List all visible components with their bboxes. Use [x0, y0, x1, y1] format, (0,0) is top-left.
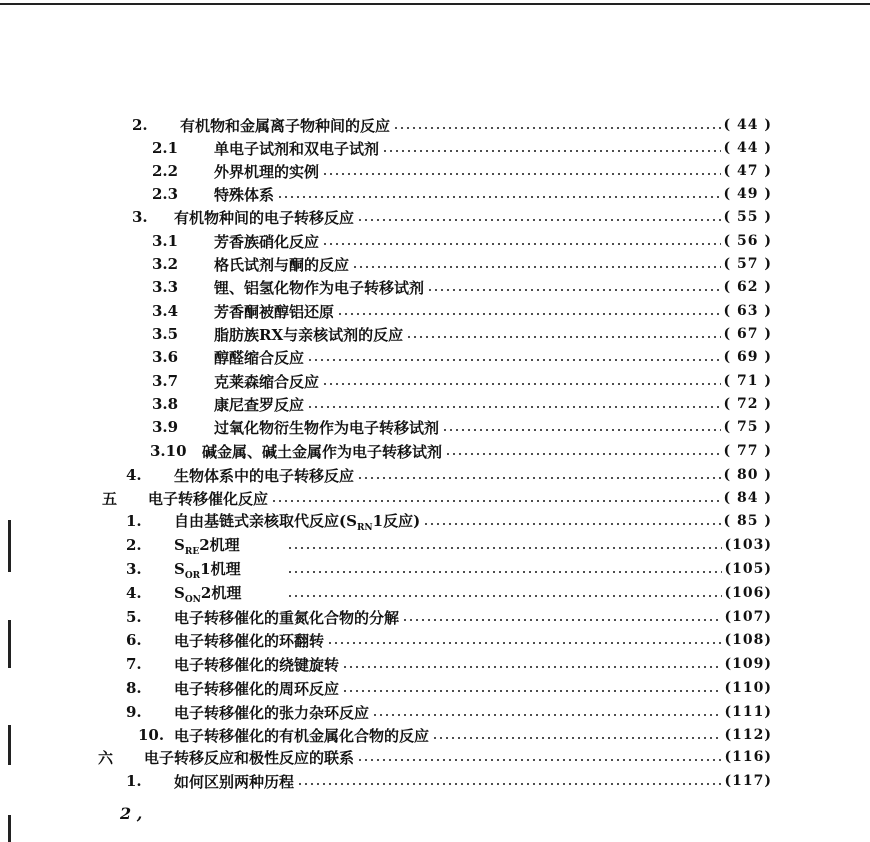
- toc-entry[interactable]: [126, 606, 772, 628]
- toc-entry-title: 电子转移催化的环翻转: [174, 631, 325, 650]
- toc-entry-number: 4.: [126, 466, 142, 484]
- toc-entry-page: (108): [724, 632, 772, 648]
- toc-entry-number: 3.5: [152, 325, 179, 343]
- toc-entry-page: ( 56 ): [723, 233, 772, 249]
- toc-entry[interactable]: [152, 230, 772, 252]
- toc-entry-title: 外界机理的实例: [214, 162, 320, 181]
- toc-entry-page: ( 63 ): [723, 303, 772, 319]
- dot-leader: [287, 595, 722, 597]
- toc-entry-number: 2.3: [152, 185, 179, 203]
- dot-leader: [442, 429, 721, 431]
- toc-entry-page: (105): [724, 561, 772, 577]
- dot-leader: [322, 243, 721, 245]
- toc-entry-page: (106): [724, 585, 772, 601]
- toc-entry-title: 有机物和金属离子物种间的反应: [180, 116, 391, 135]
- toc-entry-page: ( 72 ): [723, 396, 772, 412]
- toc-entry[interactable]: [126, 464, 772, 486]
- dot-leader: [307, 359, 721, 361]
- dot-leader: [287, 571, 722, 573]
- dot-leader: [357, 219, 721, 221]
- toc-entry-page: ( 55 ): [723, 209, 772, 225]
- toc-entry[interactable]: [152, 183, 772, 205]
- toc-entry-page: ( 71 ): [723, 373, 772, 389]
- toc-entry-number: 3.: [132, 208, 148, 226]
- toc-entry-number: 3.1: [152, 232, 179, 250]
- toc-entry-title: 电子转移催化的重氮化合物的分解: [174, 608, 400, 627]
- toc-entry-number: 1.: [126, 772, 142, 790]
- toc-entry-title: 电子转移催化的张力杂环反应: [174, 703, 370, 722]
- toc-entry-page: ( 85 ): [723, 513, 772, 529]
- toc-entry-page: ( 77 ): [723, 443, 772, 459]
- toc-entry-page: ( 44 ): [723, 140, 772, 156]
- toc-entry-title: 电子转移催化反应: [148, 489, 269, 508]
- toc-entry[interactable]: [152, 416, 772, 438]
- toc-entry-title: 单电子试剂和双电子试剂: [214, 139, 380, 158]
- toc-entry[interactable]: [152, 137, 772, 159]
- dot-leader: [357, 759, 722, 761]
- dot-leader: [406, 336, 720, 338]
- toc-entry-number: 8.: [126, 679, 142, 697]
- toc-entry-title: 过氧化物衍生物作为电子转移试剂: [214, 418, 440, 437]
- dot-leader: [427, 289, 721, 291]
- scan-edge-mark: [8, 815, 11, 842]
- toc-entry-number: 2.: [126, 536, 142, 554]
- dot-leader: [423, 523, 720, 525]
- dot-leader: [297, 783, 722, 785]
- dot-leader: [337, 313, 721, 315]
- dot-leader: [372, 714, 722, 716]
- toc-entry-number: 五: [102, 489, 118, 508]
- dot-leader: [382, 150, 721, 152]
- toc-entry[interactable]: [152, 276, 772, 298]
- toc-entry-title: 芳香族硝化反应: [214, 232, 320, 251]
- toc-entry-page: (111): [724, 704, 772, 720]
- toc-entry-page: (109): [724, 656, 772, 672]
- toc-entry-title: 锂、铝氢化物作为电子转移试剂: [214, 278, 425, 297]
- toc-entry-page: (116): [724, 749, 772, 765]
- dot-leader: [393, 127, 721, 129]
- toc-entry-page: ( 80 ): [723, 467, 772, 483]
- toc-entry-title: 芳香酮被醇铝还原: [214, 302, 335, 321]
- toc-entry[interactable]: [126, 510, 772, 532]
- toc-entry-page: (117): [724, 773, 772, 789]
- toc-entry-title: 电子转移反应和极性反应的联系: [144, 748, 355, 767]
- toc-entry-title: 克莱森缩合反应: [214, 372, 320, 391]
- toc-entry-title: 格氏试剂与酮的反应: [214, 255, 350, 274]
- toc-entry-number: 3.4: [152, 302, 179, 320]
- toc-entry-number: 4.: [126, 584, 142, 602]
- dot-leader: [287, 547, 722, 549]
- toc-chapter[interactable]: [102, 487, 772, 509]
- toc-entry[interactable]: [126, 629, 772, 651]
- toc-entry-number: 3.: [126, 560, 142, 578]
- toc-entry-title: 碱金属、碱土金属作为电子转移试剂: [202, 442, 443, 461]
- toc-entry-page: (103): [724, 537, 772, 553]
- toc-entry[interactable]: [126, 558, 772, 580]
- toc-entry[interactable]: [152, 323, 772, 345]
- dot-leader: [432, 737, 722, 739]
- dot-leader: [322, 383, 721, 385]
- toc-entry-title: 如何区别两种历程: [174, 772, 295, 791]
- toc-entry-title: $S_{RE}2$机理: [174, 535, 240, 557]
- toc-entry-number: 7.: [126, 655, 142, 673]
- toc-entry[interactable]: [126, 653, 772, 675]
- toc-entry[interactable]: [152, 160, 772, 182]
- toc-entry-number: 3.9: [152, 418, 179, 436]
- toc-entry-page: ( 47 ): [723, 163, 772, 179]
- toc-entry-title: 有机物种间的电子转移反应: [174, 208, 355, 227]
- toc-entry[interactable]: [150, 440, 772, 462]
- toc-entry-page: (110): [724, 680, 772, 696]
- toc-entry-number: 2.: [132, 116, 148, 134]
- toc-entry-page: ( 69 ): [723, 349, 772, 365]
- toc-entry-number: 5.: [126, 608, 142, 626]
- toc-entry-page: ( 75 ): [723, 419, 772, 435]
- dot-leader: [402, 619, 722, 621]
- toc-entry[interactable]: [152, 370, 772, 392]
- toc-entry-number: 3.3: [152, 278, 179, 296]
- toc-entry-title: 脂肪族RX与亲核试剂的反应: [214, 325, 404, 344]
- toc-entry-title: 康尼查罗反应: [214, 395, 305, 414]
- dot-leader: [307, 406, 721, 408]
- toc-entry[interactable]: [132, 114, 772, 136]
- toc-entry-page: ( 62 ): [723, 279, 772, 295]
- dot-leader: [277, 196, 721, 198]
- toc-entry-number: 3.10: [150, 442, 187, 460]
- toc-entry-number: 10.: [138, 726, 165, 744]
- toc-entry[interactable]: [126, 582, 772, 604]
- dot-leader: [352, 266, 721, 268]
- toc-entry[interactable]: [152, 253, 772, 275]
- toc-entry-number: 3.7: [152, 372, 179, 390]
- toc-entry-title: 电子转移催化的绕键旋转: [174, 655, 340, 674]
- toc-entry-number: 2.2: [152, 162, 179, 180]
- toc-entry-title: $S_{OR}1$机理: [174, 559, 241, 581]
- footer-page-number: 2 ,: [120, 804, 143, 823]
- toc-entry-page: ( 49 ): [723, 186, 772, 202]
- scan-edge-mark: [8, 620, 11, 668]
- toc-entry-number: 3.6: [152, 348, 179, 366]
- toc-entry-title: $S_{ON}2$机理: [174, 583, 242, 605]
- toc-entry[interactable]: [126, 677, 772, 699]
- toc-entry-number: 1.: [126, 512, 142, 530]
- toc-entry-page: ( 57 ): [723, 256, 772, 272]
- toc-entry-title: 自由基链式亲核取代反应($S_{RN}1$反应): [174, 511, 421, 533]
- toc-entry[interactable]: [132, 206, 772, 228]
- toc-entry-number: 3.2: [152, 255, 179, 273]
- dot-leader: [342, 666, 722, 668]
- toc-entry-number: 2.1: [152, 139, 179, 157]
- toc-entry-title: 生物体系中的电子转移反应: [174, 466, 355, 485]
- dot-leader: [357, 477, 721, 479]
- toc-entry-page: ( 84 ): [723, 490, 772, 506]
- toc-entry-title: 醇醛缩合反应: [214, 348, 305, 367]
- toc-entry-title: 特殊体系: [214, 185, 275, 204]
- toc-entry-page: (112): [724, 727, 772, 743]
- toc-entry[interactable]: [152, 346, 772, 368]
- toc-entry-number: 6.: [126, 631, 142, 649]
- dot-leader: [445, 453, 721, 455]
- dot-leader: [342, 690, 722, 692]
- toc-entry[interactable]: [126, 770, 772, 792]
- toc-entry[interactable]: [152, 300, 772, 322]
- dot-leader: [327, 642, 722, 644]
- toc-entry-number: 3.8: [152, 395, 179, 413]
- scan-edge-mark: [8, 725, 11, 765]
- toc-chapter[interactable]: [98, 746, 772, 768]
- toc-entry-page: ( 44 ): [723, 117, 772, 133]
- toc-entry[interactable]: [126, 534, 772, 556]
- toc-entry-number: 六: [98, 748, 114, 767]
- top-rule: [0, 3, 870, 5]
- toc-entry[interactable]: [126, 701, 772, 723]
- toc-entry-number: 9.: [126, 703, 142, 721]
- toc-entry-title: 电子转移催化的有机金属化合物的反应: [174, 726, 430, 745]
- toc-entry-title: 电子转移催化的周环反应: [174, 679, 340, 698]
- toc-entry[interactable]: [152, 393, 772, 415]
- dot-leader: [322, 173, 721, 175]
- scan-edge-mark: [8, 520, 11, 572]
- dot-leader: [271, 500, 721, 502]
- toc-entry[interactable]: [138, 724, 772, 746]
- toc-entry-page: ( 67 ): [723, 326, 772, 342]
- toc-entry-page: (107): [724, 609, 772, 625]
